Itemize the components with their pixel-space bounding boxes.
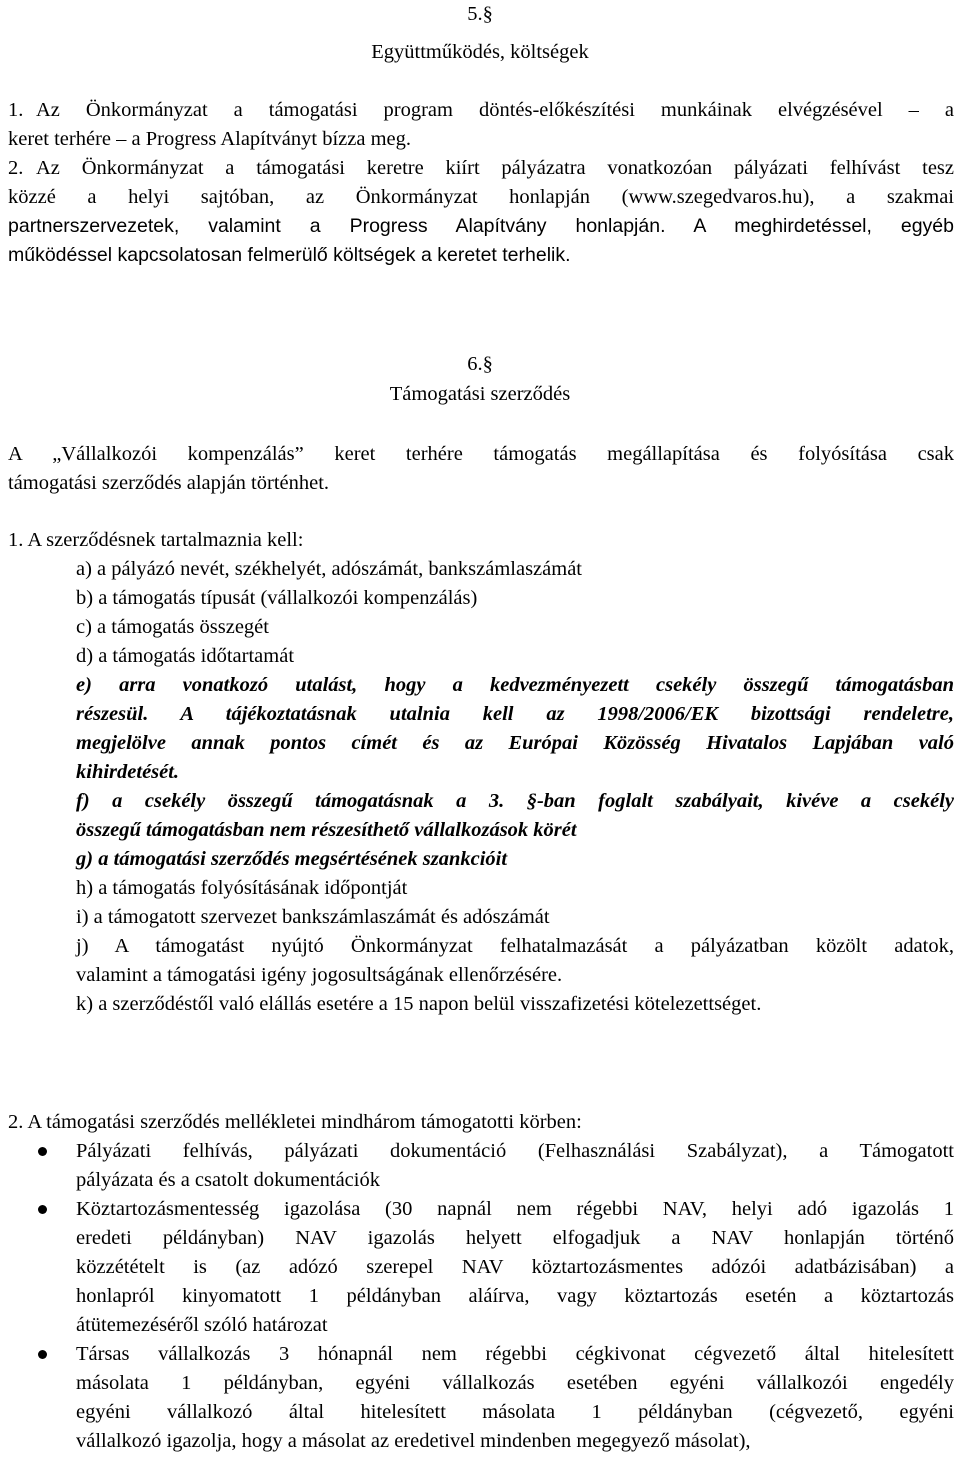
text-line: támogatási szerződés alapján történhet. [8, 472, 330, 494]
section-sign: § [526, 790, 537, 812]
list-item: h) a támogatás folyósításának időpontját [76, 877, 408, 899]
list-item: j) A támogatást nyújtó Önkormányzat felhatalmazását a pályázatban közölt adatok, [76, 935, 954, 957]
text-line: közzé a helyi sajtóban, az Önkormányzat honlapján (www.szegedvaros.hu), a szakmai [8, 186, 954, 208]
bullet-dot-icon [38, 1147, 47, 1156]
item-number: 1. [8, 99, 24, 121]
section-6-item-1 [8, 526, 954, 1019]
item-number: 2. [8, 157, 24, 179]
text-line: Az Önkormányzat a támogatási program döntés-előkészítési munkáinak elvégzésével – a [36, 99, 954, 121]
section-6-title: Támogatási szerződés [389, 383, 571, 405]
list-item [76, 787, 954, 816]
item-heading: 2. A támogatási szerződés mellékletei mindhárom támogatotti körben: [8, 1111, 582, 1133]
text-line: Társas vállalkozás 3 hónapnál nem régebbi cégkivonat cégvezető által hitelesített [76, 1343, 954, 1365]
list-item: k) a szerződéstől való elállás esetére a 15 napon belül visszafizetési kötelezettséget. [76, 993, 762, 1015]
text-line: A „Vállalkozói kompenzálás” keret terhére támogatás megállapítása és folyósítása csak [8, 443, 954, 465]
text-fragment: f) a csekély összegű támogatásnak a 3. [76, 790, 527, 812]
section-5-title: Együttműködés, költségek [371, 41, 589, 63]
list-item-continuation: összegű támogatásban nem részesíthető vállalkozások körét [76, 819, 577, 841]
section-sign: § [482, 353, 493, 375]
text-line: vállalkozó igazolja, hogy a másolat az eredetivel mindenben megegyező másolat), [76, 1430, 751, 1452]
section-5-item-1 [8, 96, 954, 154]
section-5-item-2 [8, 154, 954, 270]
text-line: működéssel kapcsolatosan felmerülő költségek a keretet terhelik. [8, 244, 571, 266]
section-sign: § [482, 3, 493, 25]
attachment-list [8, 1137, 954, 1456]
text-line: Köztartozásmentesség igazolása (30 napnál nem régebbi NAV, helyi adó igazolás 1 [76, 1198, 954, 1220]
list-item: g) a támogatási szerződés megsértésének szankcióit [76, 848, 508, 870]
list-item: c) a támogatás összegét [76, 616, 269, 638]
text-line: átütemezéséről szóló határozat [76, 1314, 328, 1336]
list-item: a) a pályázó nevét, székhelyét, adószámát, bankszámlaszámát [76, 558, 582, 580]
text-line: partnerszervezetek, valamint a Progress Alapítvány honlapján. A meghirdetéssel, egyéb [8, 215, 954, 237]
bullet-item [8, 1137, 954, 1195]
section-6-number [0, 350, 960, 379]
list-item-continuation: részesül. A tájékoztatásnak utalnia kell az 1998/2006/EK bizottsági rendeletre, [76, 703, 954, 725]
bullet-item [8, 1195, 954, 1340]
text-line: eredeti példányban) NAV igazolás helyett elfogadjuk a NAV honlapján történő [76, 1227, 954, 1249]
text-line: keret terhére – a Progress Alapítványt bízza meg. [8, 128, 412, 150]
list-item-continuation: kihirdetését. [76, 761, 180, 783]
bullet-item [8, 1340, 954, 1456]
text-line: honlapról kinyomatott 1 példányban aláírva, vagy köztartozás esetén a köztartozás [76, 1285, 954, 1307]
list-item-continuation: valamint a támogatási igény jogosultságának ellenőrzésére. [76, 964, 563, 986]
text-line: Az Önkormányzat a támogatási keretre kiírt pályázatra vonatkozóan pályázati felhívást tesz [36, 157, 954, 179]
section-6-number-text: 6. [467, 353, 483, 375]
item-heading: 1. A szerződésnek tartalmaznia kell: [8, 529, 304, 551]
text-line: egyéni vállalkozó által hitelesített másolata 1 példányban (cégvezető, egyéni [76, 1401, 954, 1423]
text-line: pályázata és a csatolt dokumentációk [76, 1169, 380, 1191]
list-item: d) a támogatás időtartamát [76, 645, 295, 667]
section-6-intro [8, 440, 954, 498]
text-line: másolata 1 példányban, egyéni vállalkozás esetében egyéni vállalkozói engedély [76, 1372, 954, 1394]
text-line: Pályázati felhívás, pályázati dokumentáció (Felhasználási Szabályzat), a Támogatott [76, 1140, 954, 1162]
list-item-continuation: megjelölve annak pontos címét és az Európai Közösség Hivatalos Lapjában való [76, 732, 954, 754]
section-6-item-2 [8, 1108, 954, 1456]
list-item: i) a támogatott szervezet bankszámlaszámát és adószámát [76, 906, 550, 928]
list-item: b) a támogatás típusát (vállalkozói kompenzálás) [76, 587, 478, 609]
text-line: közzétételt is (az adózó szerepel NAV köztartozásmentes adózói adatbázisában) a [76, 1256, 954, 1278]
section-5-number-text: 5. [467, 3, 483, 25]
bullet-dot-icon [38, 1350, 47, 1359]
text-fragment: -ban foglalt szabályait, kivéve a csekély [536, 790, 954, 812]
bullet-dot-icon [38, 1205, 47, 1214]
list-item: e) arra vonatkozó utalást, hogy a kedvezményezett csekély összegű támogatásban [76, 674, 954, 696]
section-5-number [0, 0, 960, 29]
